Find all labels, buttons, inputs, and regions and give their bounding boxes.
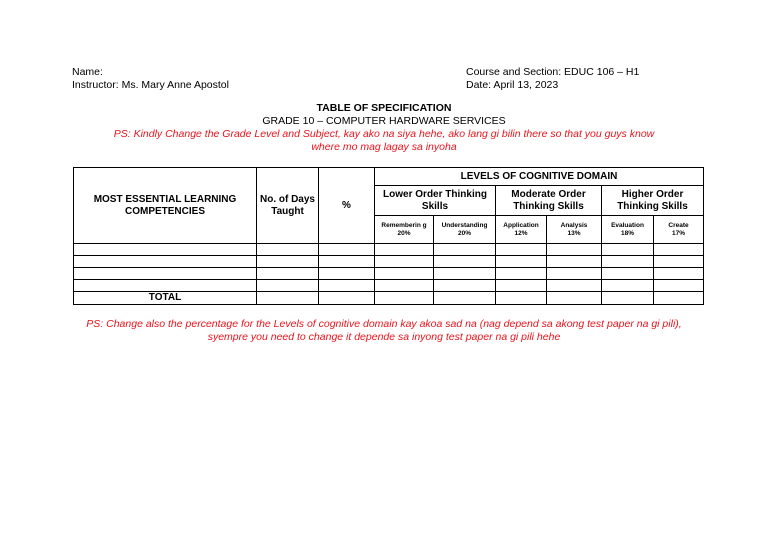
level-analysis: Analysis 13% bbox=[547, 216, 602, 244]
specification-table bbox=[73, 167, 704, 305]
total-row bbox=[74, 292, 704, 305]
header-days-taught: No. of Days Taught bbox=[257, 168, 319, 244]
header-percent: % bbox=[319, 168, 375, 244]
percentage-note-line-1: PS: Change also the percentage for the Levels of cognitive domain kay akoa sad na (nag depend sa akong test paper na gi pili), bbox=[86, 318, 682, 330]
percentage-note-line-2: syempre you need to change it depende sa inyong test paper na gi pili hehe bbox=[207, 331, 561, 343]
level-application: Application 12% bbox=[496, 216, 547, 244]
date-label: Date: April 13, 2023 bbox=[466, 79, 559, 91]
course-section-label: Course and Section: EDUC 106 – H1 bbox=[466, 66, 640, 78]
table-row bbox=[74, 268, 704, 280]
total-label: TOTAL bbox=[74, 292, 257, 305]
header-competencies: MOST ESSENTIAL LEARNING COMPETENCIES bbox=[74, 168, 257, 244]
level-understanding: Understanding 20% bbox=[434, 216, 496, 244]
ps-note-line-2: where mo mag lagay sa inyoha bbox=[311, 141, 457, 153]
table-row bbox=[74, 244, 704, 256]
header-levels-cognitive-domain: LEVELS OF COGNITIVE DOMAIN bbox=[375, 168, 704, 186]
instructor-label: Instructor: Ms. Mary Anne Apostol bbox=[72, 79, 229, 91]
level-evaluation: Evaluation 18% bbox=[602, 216, 654, 244]
level-remembering: Rememberin g 20% bbox=[375, 216, 434, 244]
table-row bbox=[74, 256, 704, 268]
ps-note-line-1: PS: Kindly Change the Grade Level and Subject, kay ako na siya hehe, ako lang gi bilin there so that you guys know bbox=[113, 128, 655, 140]
name-label: Name: bbox=[72, 66, 103, 78]
group-moderate-order: Moderate Order Thinking Skills bbox=[496, 186, 602, 216]
group-lower-order: Lower Order Thinking Skills bbox=[375, 186, 496, 216]
table-row bbox=[74, 280, 704, 292]
document-title: TABLE OF SPECIFICATION bbox=[316, 102, 452, 114]
level-create: Create 17% bbox=[654, 216, 704, 244]
group-higher-order: Higher Order Thinking Skills bbox=[602, 186, 704, 216]
document-subtitle: GRADE 10 – COMPUTER HARDWARE SERVICES bbox=[262, 115, 506, 127]
